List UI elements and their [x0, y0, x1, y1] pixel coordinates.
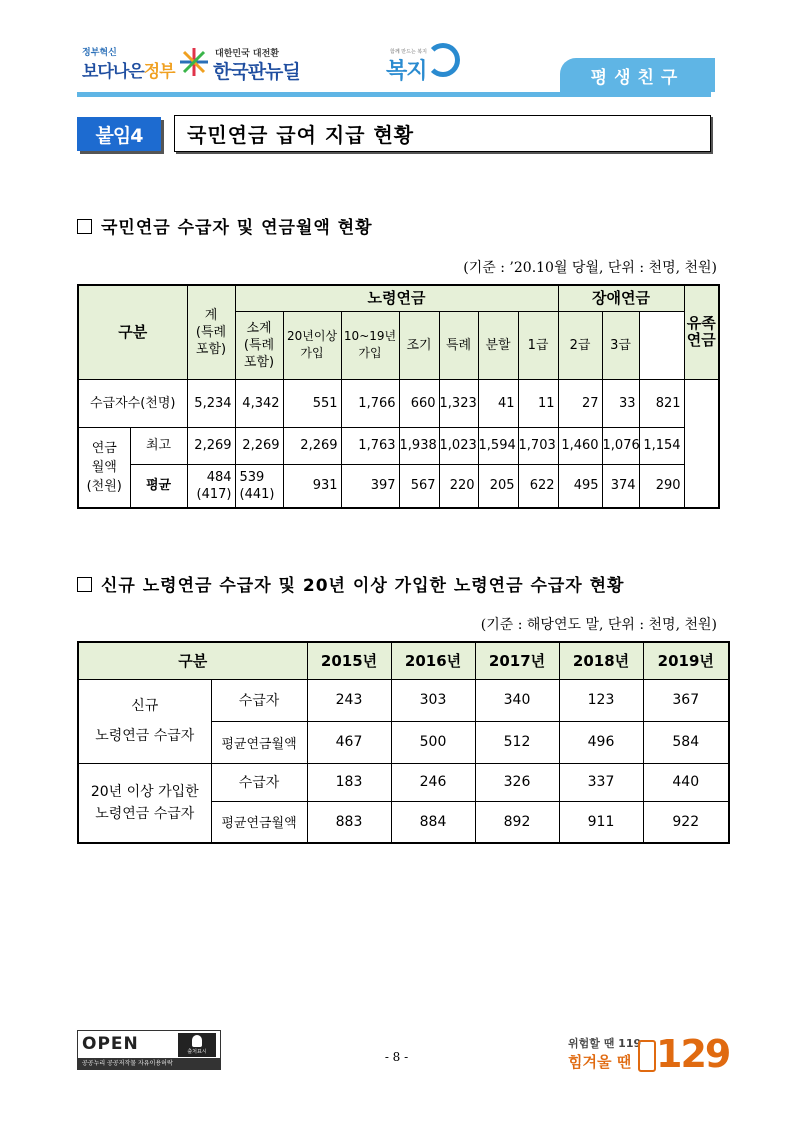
welfare-logo: 복지 [386, 59, 427, 84]
hotline-number: 129 [656, 1032, 730, 1076]
section2-heading [77, 571, 624, 596]
header-tag: 평생친구 [560, 58, 715, 92]
checkbox-bullet-icon [77, 219, 92, 234]
table-cell: 5,234 [187, 379, 235, 427]
table-cell: 2,269 [283, 427, 341, 464]
korean-new-deal-icon [178, 46, 210, 78]
table-cell: 123 [559, 679, 643, 721]
section1-heading-text: 국민연금 수급자 및 연금월액 현황 [101, 218, 373, 238]
welfare-logo-caption: 함께 만드는 복지 [390, 49, 427, 55]
t1-header-10to19-b: 가입 [358, 346, 382, 360]
section2-heading-text: 신규 노령연금 수급자 및 20년 이상 가입한 노령연금 수급자 현황 [101, 576, 625, 596]
t1-header-subtotal-a: 소계 [246, 320, 272, 336]
t1-pension-label-a: 연금 [91, 440, 117, 456]
t2-sub-recipients: 수급자 [211, 763, 307, 801]
table-cell: 467 [307, 721, 391, 763]
table-cell: 27 [558, 379, 602, 427]
t1-header-grade3: 3급 [602, 311, 639, 379]
table-cell: 11 [518, 379, 558, 427]
table-cell: 374 [602, 464, 639, 508]
table-cell: 1,594 [478, 427, 518, 464]
t1-avg-total-b: (417) [196, 486, 232, 502]
table-cell: 340 [475, 679, 559, 721]
table-row [78, 464, 719, 508]
t1-header-total-c: 포함) [195, 341, 227, 357]
table-cell: 883 [307, 801, 391, 843]
table-cell: 367 [643, 679, 729, 721]
t1-header-split: 분할 [478, 311, 518, 379]
t1-header-10to19-a: 10~19년 [343, 329, 397, 343]
t2-header-category: 구분 [78, 642, 307, 679]
table-cell: 1,763 [341, 427, 399, 464]
t1-avg-total-a: 484 [206, 469, 232, 485]
table-cell: 931 [283, 464, 341, 508]
table-cell: 205 [478, 464, 518, 508]
t1-header-survivor [684, 285, 719, 379]
table-cell: 183 [307, 763, 391, 801]
t2-group1-label-b: 노령연금 수급자 [95, 728, 195, 744]
table-cell: 1,703 [518, 427, 558, 464]
open-license-text: OPEN [82, 1034, 139, 1054]
hotline-caption: 위험할 땐 119 [568, 1037, 642, 1050]
t1-header-total-a: 계 [204, 307, 218, 323]
table-cell [187, 464, 235, 508]
appendix-label: 붙임4 [77, 117, 161, 151]
table-cell: 1,154 [639, 427, 684, 464]
table-cell: 4,342 [235, 379, 283, 427]
table-cell: 495 [558, 464, 602, 508]
gov-innovation-logo [82, 57, 175, 82]
table-cell: 337 [559, 763, 643, 801]
table-cell: 911 [559, 801, 643, 843]
page-number: - 8 - [384, 1050, 409, 1064]
t1-header-20plus-a: 20년이상 [286, 329, 338, 343]
table-cell: 1,076 [602, 427, 639, 464]
korean-new-deal-caption: 대한민국 대전환 [215, 49, 279, 59]
section2-note: (기준 : 해당연도 말, 단위 : 천명, 천원) [480, 617, 717, 633]
table-cell: 496 [559, 721, 643, 763]
table-cell: 2,269 [235, 427, 283, 464]
new-pension-table [77, 641, 730, 844]
table-cell: 1,023 [439, 427, 478, 464]
t1-header-category: 구분 [78, 285, 187, 379]
t2-group2-label-b: 노령연금 수급자 [95, 805, 195, 822]
table-cell: 584 [643, 721, 729, 763]
phone-icon [638, 1040, 656, 1072]
t1-header-total-b: (특례 [195, 324, 227, 340]
t2-header-year: 2019년 [643, 642, 729, 679]
hotline-label: 힘겨울 땐 [568, 1053, 632, 1071]
t1-header-special: 특례 [439, 311, 478, 379]
t2-sub-avg: 평균연금월액 [211, 721, 307, 763]
t1-header-early: 조기 [399, 311, 439, 379]
t1-header-20plus [283, 311, 341, 379]
header-divider [77, 92, 711, 97]
table-cell: 2,269 [187, 427, 235, 464]
t1-pension-label-c: (천원) [86, 478, 122, 494]
pension-status-table [77, 284, 720, 509]
table-cell: 41 [478, 379, 518, 427]
table-cell: 220 [439, 464, 478, 508]
table-cell: 1,766 [341, 379, 399, 427]
t2-header-year: 2016년 [391, 642, 475, 679]
open-license-caption: 공공누리 공공저작물 자유이용허락 [78, 1058, 220, 1069]
table-cell [235, 464, 283, 508]
table-cell: 290 [639, 464, 684, 508]
t1-header-grade1: 1급 [518, 311, 558, 379]
t1-header-subtotal-c: 포함) [243, 354, 275, 370]
t1-avg-subtotal-a: 539 [239, 469, 265, 485]
t2-sub-recipients: 수급자 [211, 679, 307, 721]
person-icon [192, 1035, 202, 1047]
table-cell: 821 [639, 379, 684, 427]
korean-new-deal-logo: 한국판뉴딜 [213, 61, 300, 83]
welfare-ring-icon [426, 43, 460, 77]
table-row [78, 379, 719, 427]
gov-innovation-logo-caption: 정부혁신 [82, 48, 117, 58]
t1-row-max-label: 최고 [130, 427, 187, 464]
section1-heading [77, 213, 373, 238]
t1-header-20plus-b: 가입 [300, 346, 324, 360]
t1-header-survivor-a: 유족 [686, 314, 716, 333]
table-cell: 326 [475, 763, 559, 801]
t2-group1-label [78, 679, 211, 763]
t1-header-disability: 장애연금 [558, 285, 684, 311]
t1-header-grade2: 2급 [558, 311, 602, 379]
page-title: 국민연금 급여 지급 현황 [174, 115, 711, 152]
table-cell: 1,323 [439, 379, 478, 427]
table-cell: 246 [391, 763, 475, 801]
table-cell: 622 [518, 464, 558, 508]
table-cell: 551 [283, 379, 341, 427]
t1-pension-label [78, 427, 130, 508]
table-cell: 1,460 [558, 427, 602, 464]
section1-note: (기준 : ’20.10월 당월, 단위 : 천명, 천원) [463, 260, 717, 276]
table-row [78, 427, 719, 464]
t1-header-subtotal [235, 311, 283, 379]
table-cell: 303 [391, 679, 475, 721]
table-cell: 660 [399, 379, 439, 427]
t1-header-subtotal-b: (특례 [243, 337, 275, 353]
table-row [78, 763, 729, 801]
table-cell: 512 [475, 721, 559, 763]
table-cell: 1,938 [399, 427, 439, 464]
t2-header-year: 2017년 [475, 642, 559, 679]
t2-group2-label [78, 763, 211, 843]
table-cell: 33 [602, 379, 639, 427]
table-row [78, 679, 729, 721]
t1-row-avg-label: 평균 [130, 464, 187, 508]
table-cell: 884 [391, 801, 475, 843]
t1-row-recipients-label: 수급자수(천명) [78, 379, 187, 427]
table-cell: 922 [643, 801, 729, 843]
t2-header-year: 2015년 [307, 642, 391, 679]
checkbox-bullet-icon [77, 577, 92, 592]
table-cell: 892 [475, 801, 559, 843]
t1-header-survivor-b: 연금 [686, 331, 716, 350]
t1-avg-subtotal-b: (441) [239, 486, 275, 502]
table-cell: 500 [391, 721, 475, 763]
t2-group2-label-a: 20년 이상 가입한 [90, 783, 199, 800]
table-cell: 567 [399, 464, 439, 508]
gov-innovation-logo-text-a: 보다나은 [82, 62, 144, 82]
attribution-badge-text: 출처표시 [187, 1049, 207, 1055]
t1-header-old-age: 노령연금 [235, 285, 558, 311]
t1-header-total [187, 285, 235, 379]
table-cell: 243 [307, 679, 391, 721]
table-cell: 397 [341, 464, 399, 508]
t2-group1-label-a: 신규 [131, 698, 159, 714]
gov-innovation-logo-text-b: 정부 [143, 62, 175, 82]
t1-pension-label-b: 월액 [91, 459, 117, 475]
table-cell: 440 [643, 763, 729, 801]
t2-sub-avg: 평균연금월액 [211, 801, 307, 843]
t1-header-10to19 [341, 311, 399, 379]
t2-header-year: 2018년 [559, 642, 643, 679]
